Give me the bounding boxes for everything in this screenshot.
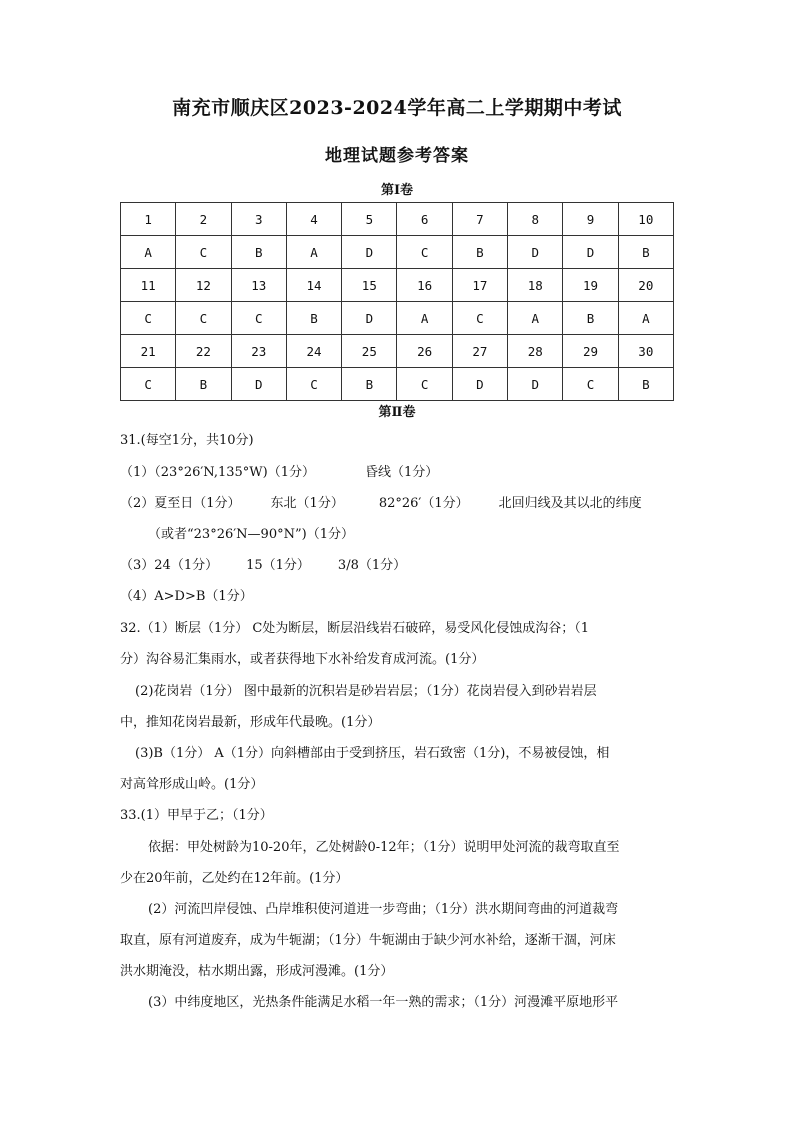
- answer-cell: B: [618, 368, 673, 401]
- answer-cell: C: [176, 236, 231, 269]
- answer-cell: C: [176, 302, 231, 335]
- q31-answer-2c: 82°26′（1分）: [378, 496, 469, 511]
- q31-line-2e: （或者“23°26′N—90°N”)（1分）: [148, 527, 354, 542]
- q33-line-1: 33.(1）甲早于乙；（1分）: [120, 808, 273, 823]
- answer-cell: D: [508, 368, 563, 401]
- question-number-cell: 6: [397, 203, 452, 236]
- answer-cell: A: [121, 236, 176, 269]
- q32-line-6: 对高耸形成山岭。(1分）: [120, 777, 264, 792]
- q33-line-5: 取直，原有河道废弃，成为牛轭湖；（1分）牛轭湖由于缺少河水补给，逐渐干涸，河床: [120, 933, 616, 948]
- q31-answer-2a: （2）夏至日（1分）: [120, 496, 241, 511]
- answer-cell: D: [508, 236, 563, 269]
- answer-cell: D: [342, 302, 397, 335]
- q31-line-1: [120, 465, 438, 481]
- answer-cell: A: [508, 302, 563, 335]
- q32-line-4: 中，推知花岗岩最新，形成年代最晚。(1分）: [120, 715, 381, 730]
- answer-cell: C: [452, 302, 507, 335]
- answer-row: [121, 368, 674, 401]
- question-number-cell: 4: [286, 203, 341, 236]
- q31-answer-1b: 昏线（1分）: [365, 465, 439, 480]
- question-number-row: [121, 203, 674, 236]
- question-number-cell: 27: [452, 335, 507, 368]
- question-number-cell: 12: [176, 269, 231, 302]
- q33-line-4: (2）河流凹岸侵蚀、凸岸堆积使河道进一步弯曲；（1分）洪水期间弯曲的河道裁弯: [148, 902, 619, 917]
- question-number-cell: 7: [452, 203, 507, 236]
- answer-cell: B: [452, 236, 507, 269]
- answer-cell: B: [342, 368, 397, 401]
- answer-cell: B: [618, 236, 673, 269]
- q31-answer-3c: 3/8（1分）: [337, 558, 407, 573]
- answer-cell: A: [286, 236, 341, 269]
- question-number-row: [121, 269, 674, 302]
- q31-line-3: [120, 558, 406, 574]
- q33-line-6: 洪水期淹没，枯水期出露，形成河漫滩。(1分）: [120, 964, 394, 979]
- answer-cell: C: [397, 368, 452, 401]
- question-number-cell: 25: [342, 335, 397, 368]
- answer-cell: D: [452, 368, 507, 401]
- question-number-cell: 26: [397, 335, 452, 368]
- answer-cell: C: [231, 302, 286, 335]
- q31-header: 31.(每空1分，共10分): [120, 433, 254, 448]
- question-number-cell: 13: [231, 269, 286, 302]
- question-number-cell: 2: [176, 203, 231, 236]
- answer-table: [120, 202, 674, 401]
- answer-cell: A: [397, 302, 452, 335]
- question-number-cell: 14: [286, 269, 341, 302]
- part-2-heading: 第Ⅱ卷: [378, 405, 416, 420]
- q32-line-5: (3)B（1分） A（1分）向斜槽部由于受到挤压，岩石致密（1分)，不易被侵蚀，相: [135, 746, 610, 761]
- question-number-cell: 10: [618, 203, 673, 236]
- answer-cell: D: [231, 368, 286, 401]
- answer-cell: C: [563, 368, 618, 401]
- q33-line-7: (3）中纬度地区，光热条件能满足水稻一年一熟的需求；（1分）河漫滩平原地形平: [148, 995, 619, 1010]
- q31-answer-3b: 15（1分）: [246, 558, 310, 573]
- page-subtitle: 地理试题参考答案: [325, 146, 469, 166]
- answer-cell: A: [618, 302, 673, 335]
- question-number-cell: 1: [121, 203, 176, 236]
- answer-cell: B: [286, 302, 341, 335]
- question-number-cell: 5: [342, 203, 397, 236]
- part-1-heading: 第Ⅰ卷: [380, 183, 414, 198]
- answer-cell: B: [231, 236, 286, 269]
- answer-cell: C: [397, 236, 452, 269]
- q32-line-2: 分）沟谷易汇集雨水，或者获得地下水补给发育成河流。(1分）: [120, 652, 485, 667]
- q31-line-4: （4）A>D>B（1分）: [120, 589, 253, 604]
- question-number-cell: 11: [121, 269, 176, 302]
- answer-row: [121, 236, 674, 269]
- question-number-cell: 29: [563, 335, 618, 368]
- answer-row: [121, 302, 674, 335]
- q33-line-2: 依据：甲处树龄为10-20年，乙处树龄0-12年；（1分）说明甲处河流的裁弯取直至: [148, 840, 620, 855]
- answer-cell: B: [563, 302, 618, 335]
- answer-cell: B: [176, 368, 231, 401]
- question-number-cell: 15: [342, 269, 397, 302]
- question-number-cell: 19: [563, 269, 618, 302]
- question-number-cell: 30: [618, 335, 673, 368]
- q32-line-1: 32.（1）断层（1分） C处为断层，断层沿线岩石破碎，易受风化侵蚀成沟谷；（1: [120, 621, 590, 636]
- question-number-cell: 17: [452, 269, 507, 302]
- question-number-cell: 8: [508, 203, 563, 236]
- question-number-cell: 16: [397, 269, 452, 302]
- question-number-row: [121, 335, 674, 368]
- answer-cell: C: [121, 368, 176, 401]
- question-number-cell: 20: [618, 269, 673, 302]
- question-number-cell: 21: [121, 335, 176, 368]
- q33-line-3: 少在20年前，乙处约在12年前。(1分）: [120, 871, 349, 886]
- page-title: 南充市顺庆区2023-2024学年高二上学期期中考试: [172, 97, 622, 119]
- answer-cell: D: [342, 236, 397, 269]
- answer-cell: C: [121, 302, 176, 335]
- answer-cell: D: [563, 236, 618, 269]
- question-number-cell: 28: [508, 335, 563, 368]
- question-number-cell: 24: [286, 335, 341, 368]
- q31-answer-3a: （3）24（1分）: [120, 558, 219, 573]
- q31-answer-2b: 东北（1分）: [270, 496, 344, 511]
- q31-answer-1a: （1）（23°26′N,135°W)（1分）: [120, 465, 316, 480]
- question-number-cell: 9: [563, 203, 618, 236]
- question-number-cell: 18: [508, 269, 563, 302]
- q32-line-3: (2)花岗岩（1分） 图中最新的沉积岩是砂岩岩层；（1分）花岗岩侵入到砂岩岩层: [135, 684, 597, 699]
- q31-line-2: [120, 496, 642, 512]
- question-number-cell: 22: [176, 335, 231, 368]
- question-number-cell: 3: [231, 203, 286, 236]
- question-number-cell: 23: [231, 335, 286, 368]
- answer-cell: C: [286, 368, 341, 401]
- q31-answer-2d: 北回归线及其以北的纬度: [498, 496, 642, 511]
